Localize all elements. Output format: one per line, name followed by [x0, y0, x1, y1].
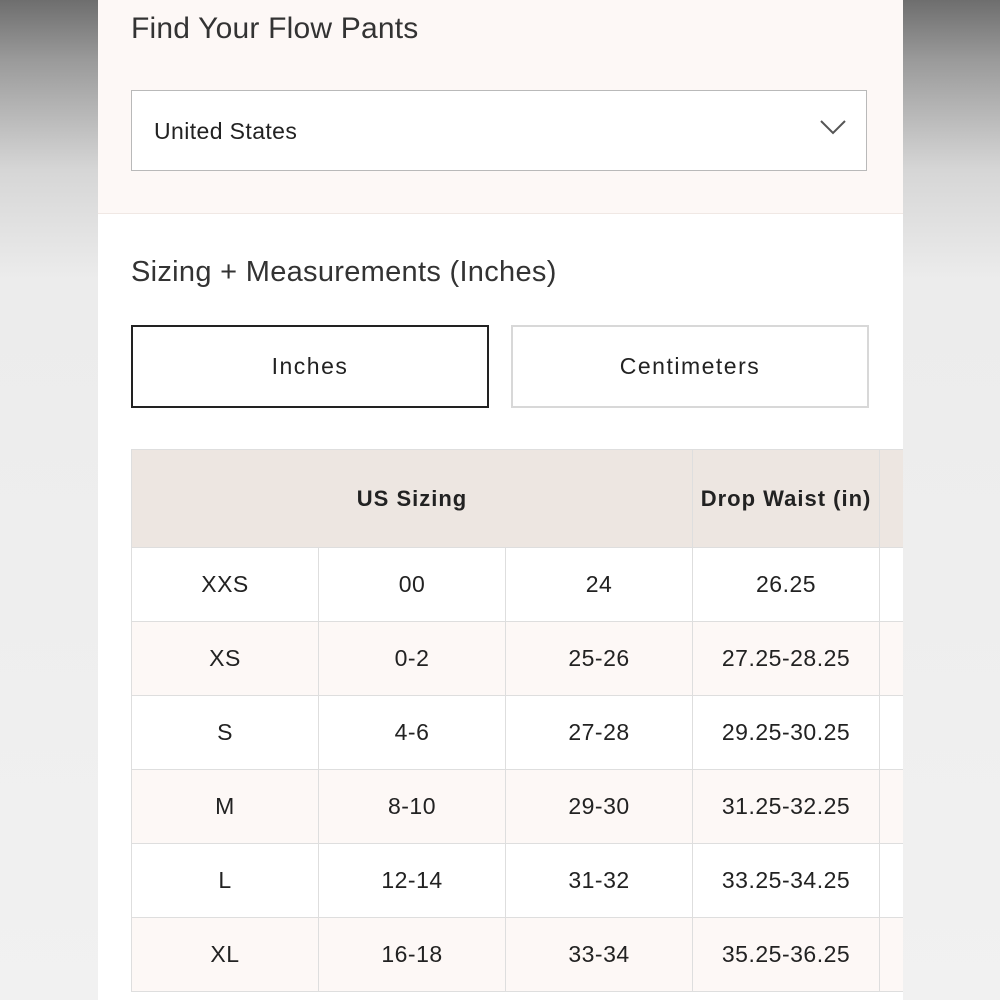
table-row — [132, 770, 904, 844]
size-table — [131, 449, 903, 992]
measurements-title: Sizing + Measurements (Inches) — [131, 256, 557, 288]
table-cell: 25-26 — [506, 622, 693, 696]
table-cell: 8-10 — [319, 770, 506, 844]
header-drop-waist: Drop Waist (in) — [693, 450, 880, 548]
header-next-column — [880, 450, 903, 548]
table-cell: 33.25-34.25 — [693, 844, 880, 918]
table-cell-overflow — [880, 844, 903, 918]
table-cell: 26.25 — [693, 548, 880, 622]
table-row — [132, 844, 904, 918]
chevron-down-icon — [820, 119, 846, 135]
table-cell-overflow — [880, 622, 903, 696]
size-guide-panel — [98, 0, 903, 1000]
table-cell: 29.25-30.25 — [693, 696, 880, 770]
page-title: Find Your Flow Pants — [131, 12, 419, 45]
table-cell: 27.25-28.25 — [693, 622, 880, 696]
table-cell: 33-34 — [506, 918, 693, 992]
table-cell: 16-18 — [319, 918, 506, 992]
table-cell: 00 — [319, 548, 506, 622]
size-table-header-row — [132, 450, 904, 548]
table-row — [132, 918, 904, 992]
table-cell: 4-6 — [319, 696, 506, 770]
table-cell-overflow — [880, 918, 903, 992]
country-select[interactable] — [131, 90, 867, 171]
table-row — [132, 696, 904, 770]
table-cell: XXS — [132, 548, 319, 622]
table-cell: S — [132, 696, 319, 770]
table-cell: 24 — [506, 548, 693, 622]
table-row — [132, 548, 904, 622]
table-cell: M — [132, 770, 319, 844]
country-select-value: United States — [154, 118, 298, 144]
centimeters-toggle-button[interactable]: Centimeters — [511, 325, 869, 408]
header-us-sizing: US Sizing — [132, 450, 693, 548]
table-cell: 12-14 — [319, 844, 506, 918]
table-row — [132, 622, 904, 696]
table-cell: 31-32 — [506, 844, 693, 918]
table-cell: XL — [132, 918, 319, 992]
size-table-scroll[interactable] — [131, 449, 903, 992]
inches-toggle-button[interactable]: Inches — [131, 325, 489, 408]
table-cell-overflow — [880, 770, 903, 844]
table-cell-overflow — [880, 548, 903, 622]
table-cell: 27-28 — [506, 696, 693, 770]
table-cell-overflow — [880, 696, 903, 770]
table-cell: 0-2 — [319, 622, 506, 696]
table-cell: L — [132, 844, 319, 918]
table-cell: 31.25-32.25 — [693, 770, 880, 844]
table-cell: 29-30 — [506, 770, 693, 844]
table-cell: 35.25-36.25 — [693, 918, 880, 992]
table-cell: XS — [132, 622, 319, 696]
fit-finder-section — [98, 0, 903, 214]
